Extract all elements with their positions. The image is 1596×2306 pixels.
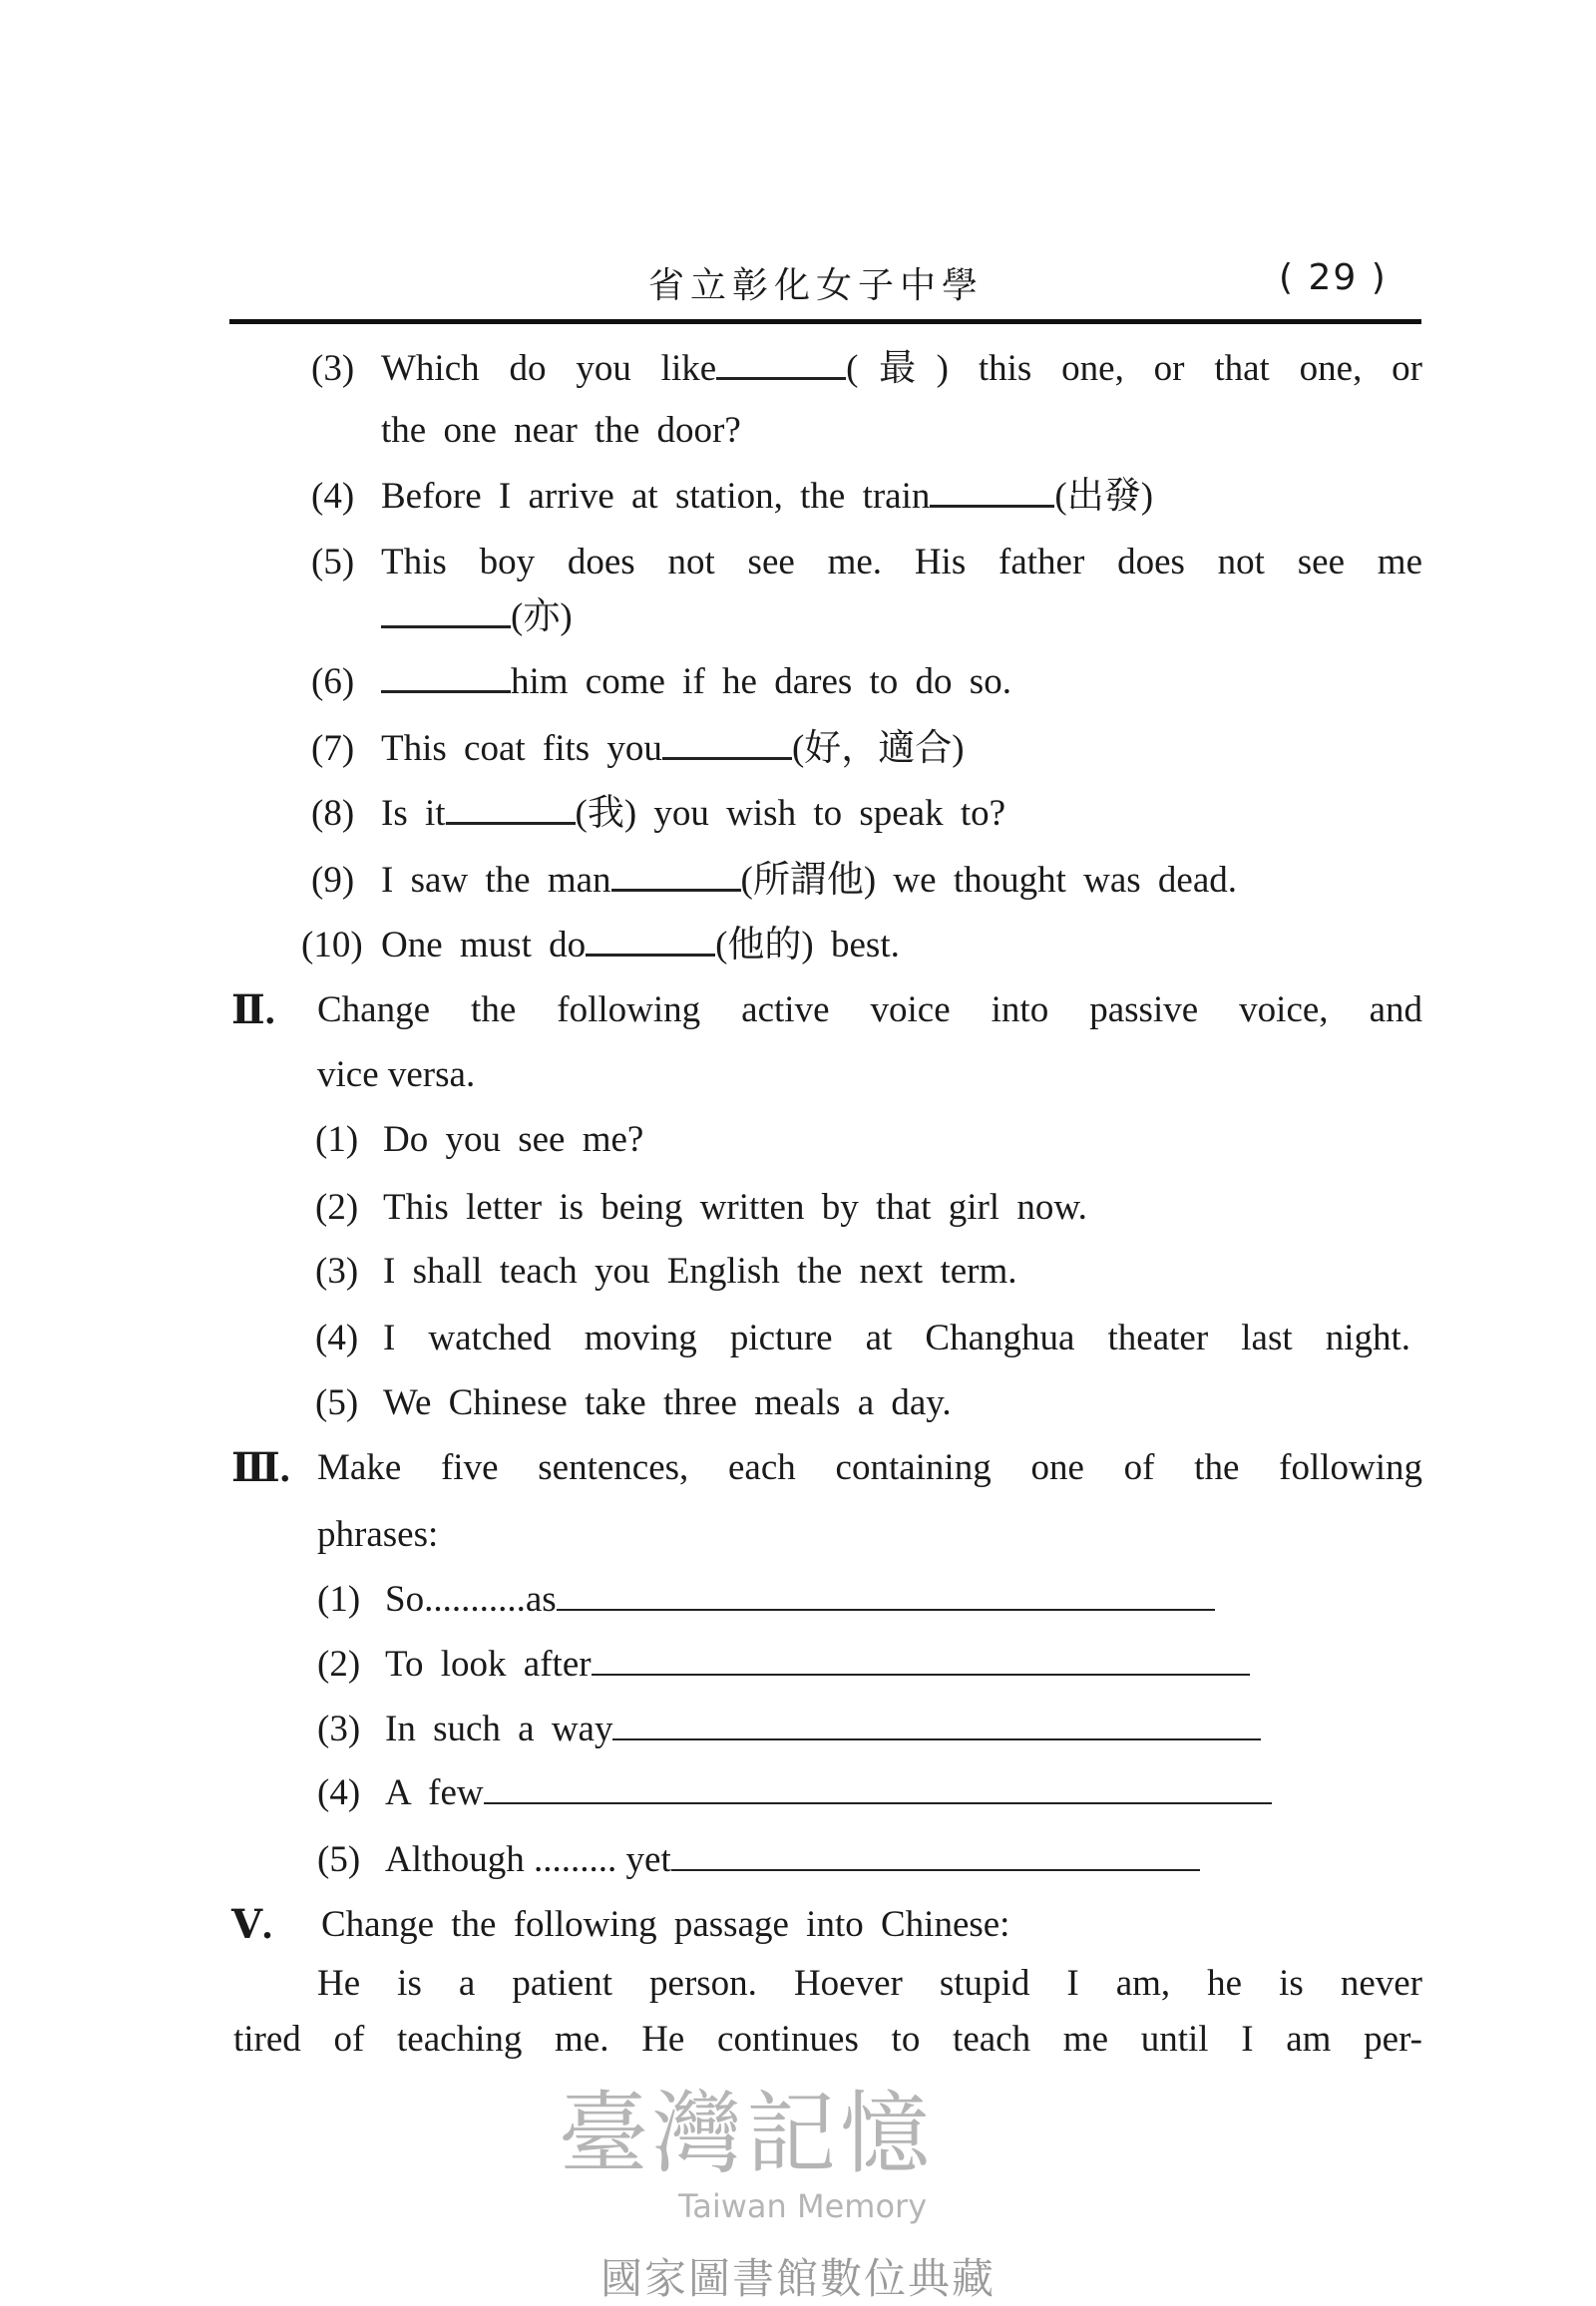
answer-blank [586,924,715,957]
section5-instruction: Change the following passage into Chinese: [321,1904,1010,1945]
question-text: I saw the man [381,860,611,901]
page-number: ( 29 ) [1279,257,1388,298]
question-5-continued [381,595,573,639]
question-text: One must do [381,925,587,965]
section3-instruction-continued: phrases: [317,1514,439,1555]
item-number: (4) [311,476,355,517]
answer-blank [446,792,576,825]
question-9 [381,859,1237,903]
phrase-item [385,1578,1215,1622]
question-text: (他的) best. [715,925,900,965]
item-number: (3) [311,348,355,389]
answer-blank [611,859,741,892]
phrase-item [385,1838,1200,1882]
question-text: (出發) [1054,476,1154,517]
phrase-text: In such a way [385,1709,613,1749]
taiwan-memory-watermark [559,2082,1117,2234]
phrase-text: To look after [385,1644,592,1685]
question-7 [381,727,965,771]
phrase-text: So...........as [385,1579,557,1620]
item-number: (5) [315,1382,359,1423]
answer-blank [381,660,511,693]
answer-blank [930,475,1054,508]
item-number: (2) [317,1644,361,1685]
question-8 [381,792,1005,836]
phrase-item [385,1771,1272,1815]
answer-line [592,1646,1250,1676]
sentence: I shall teach you English the next term. [383,1251,1017,1292]
item-number: (7) [311,728,355,769]
answer-line [671,1841,1200,1871]
question-text: Before I arrive at station, the train [381,476,931,517]
answer-line [484,1774,1272,1804]
item-number: (8) [311,793,355,834]
answer-blank [381,595,511,628]
item-number: (5) [317,1839,361,1880]
phrase-item [385,1643,1250,1687]
header-rule [229,319,1421,324]
answer-blank [662,727,792,760]
phrase-text: A few [385,1772,484,1813]
section-numeral: Ⅴ. [231,1902,273,1947]
item-number: (3) [317,1709,361,1749]
watermark-english: Taiwan Memory [678,2187,928,2225]
item-number: (1) [315,1119,359,1160]
question-10 [381,924,900,967]
question-text: (我) you wish to speak to? [575,793,1006,834]
item-number: (2) [315,1187,359,1228]
answer-line [557,1581,1215,1611]
sentence: This letter is being written by that girl now. [383,1187,1087,1228]
sentence: We Chinese take three meals a day. [383,1382,952,1423]
sentence: Do you see me? [383,1119,644,1160]
question-text: (最) this one, or that one, or [846,348,1422,389]
phrase-item [385,1708,1261,1751]
item-number: (4) [315,1318,359,1358]
passage-line: tired of teaching me. He continues to teach me until I am per- [233,2019,1422,2060]
answer-line [612,1711,1261,1740]
question-3 [381,347,1422,391]
item-number: (5) [311,542,355,582]
answer-blank [716,347,846,380]
question-4 [381,475,1153,519]
question-text: (所謂他) we thought was dead. [740,860,1238,901]
item-number: (3) [315,1251,359,1292]
item-number: (9) [311,860,355,901]
question-text: Which do you like [381,348,717,389]
question-3-continued: the one near the door? [381,410,741,451]
section2-instruction-continued: vice versa. [317,1054,476,1095]
passage-line: He is a patient person. Hoever stupid I am, he is never [317,1963,1422,2004]
question-6 [381,660,1011,704]
question-text: (亦) [511,596,573,637]
question-text: Is it [381,793,446,834]
library-footer: 國家圖書館數位典藏 [599,2254,996,2303]
question-text: him come if he dares to do so. [511,661,1011,702]
question-text: This coat fits you [381,728,662,769]
item-number: (6) [311,661,355,702]
item-number: (4) [317,1772,361,1813]
question-text: (好，適合) [791,728,965,769]
question-5: This boy does not see me. His father does not see me [381,542,1422,582]
section-numeral: Ⅱ. [231,987,275,1032]
section3-instruction: Make five sentences, each containing one of the following [317,1447,1422,1488]
watermark-chinese: 臺灣記憶 [559,2082,934,2186]
item-number: (10) [301,925,363,965]
section-numeral: Ⅲ. [231,1445,290,1490]
phrase-text: Although ......... yet [385,1839,671,1880]
section2-instruction: Change the following active voice into passive voice, and [317,989,1422,1030]
school-header: 省立彰化女子中學 [648,265,985,306]
sentence: I watched moving picture at Changhua theater last night. [383,1318,1410,1358]
item-number: (1) [317,1579,361,1620]
